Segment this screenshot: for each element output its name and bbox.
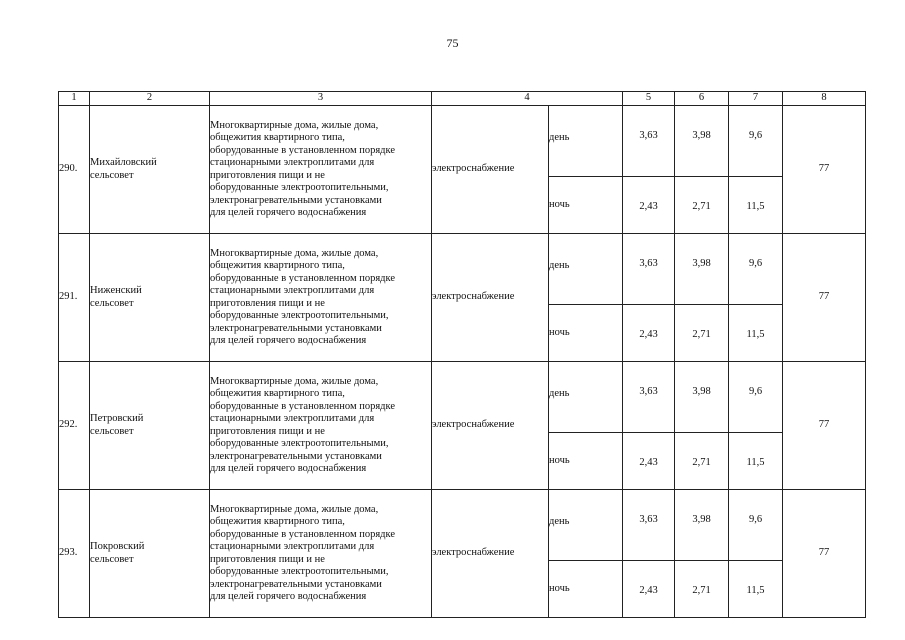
day-value-col6: 3,98 — [675, 490, 729, 561]
description-line: общежития квартирного типа, — [210, 516, 345, 527]
description-line: электронагревательными установками — [210, 450, 382, 462]
settlement-name-line-2: сельсовет — [90, 297, 134, 309]
night-value-col5: 2,43 — [623, 177, 675, 234]
description-line: оборудованные электроотопительными, — [210, 182, 389, 193]
description-line: для целей горячего водоснабжения — [210, 207, 367, 218]
description-line: общежития квартирного типа, — [210, 260, 345, 271]
description-line: оборудованные в установленном порядке — [210, 400, 396, 412]
day-value-col7: 9,6 — [729, 106, 783, 177]
period-day: день — [549, 490, 623, 561]
period-day: день — [549, 106, 623, 177]
day-value-col6: 3,98 — [675, 362, 729, 433]
tariff-table — [58, 91, 866, 618]
day-value-col5: 3,63 — [623, 490, 675, 561]
description-line: оборудованные электроотопительными, — [210, 438, 389, 449]
settlement-name-line-1: Нижeнский — [90, 285, 142, 296]
page-number: 75 — [446, 36, 459, 50]
day-value-col7: 9,6 — [729, 362, 783, 433]
service-type: электроснабжение — [432, 106, 549, 234]
row-number: 290. — [59, 106, 90, 234]
description-line: Многоквартирные дома, жилые дома, — [210, 503, 379, 515]
description-line: для целей горячего водоснабжения — [210, 463, 367, 474]
row-number: 291. — [59, 234, 90, 362]
description-line: Многоквартирные дома, жилые дома, — [210, 375, 379, 387]
day-value-col5: 3,63 — [623, 234, 675, 305]
period-night: ночь — [549, 177, 623, 234]
header-cell-4: 4 — [432, 92, 623, 106]
header-row — [59, 92, 866, 106]
period-night: ночь — [549, 433, 623, 490]
description-line: Многоквартирные дома, жилые дома, — [210, 119, 379, 131]
description-line: приготовления пищи и не — [210, 169, 325, 181]
header-cell-6: 6 — [675, 92, 729, 106]
value-col8: 77 — [783, 106, 866, 234]
service-type: электроснабжение — [432, 490, 549, 618]
description-line: общежития квартирного типа, — [210, 132, 345, 143]
night-value-col5: 2,43 — [623, 561, 675, 618]
settlement-name-line-2: сельсовет — [90, 553, 134, 565]
night-value-col5: 2,43 — [623, 433, 675, 490]
settlement-name — [90, 362, 210, 490]
description-line: стационарными электроплитами для — [210, 285, 375, 296]
description-line: оборудованные в установленном порядке — [210, 144, 396, 156]
day-value-col6: 3,98 — [675, 234, 729, 305]
description-line: оборудованные электроотопительными, — [210, 566, 389, 577]
night-value-col7: 11,5 — [729, 305, 783, 362]
value-col8: 77 — [783, 490, 866, 618]
value-col8: 77 — [783, 362, 866, 490]
day-value-col7: 9,6 — [729, 490, 783, 561]
row-number: 293. — [59, 490, 90, 618]
settlement-name-line-2: сельсовет — [90, 169, 134, 181]
night-value-col7: 11,5 — [729, 561, 783, 618]
settlement-name — [90, 234, 210, 362]
description-line: для целей горячего водоснабжения — [210, 591, 367, 602]
settlement-name-line-1: Покровский — [90, 541, 145, 552]
description-line: Многоквартирные дома, жилые дома, — [210, 247, 379, 259]
consumer-description — [210, 362, 432, 490]
value-col8: 77 — [783, 234, 866, 362]
header-cell-1: 1 — [59, 92, 90, 106]
description-line: стационарными электроплитами для — [210, 541, 375, 552]
header-cell-2: 2 — [90, 92, 210, 106]
settlement-name-line-2: сельсовет — [90, 425, 134, 437]
day-value-col5: 3,63 — [623, 106, 675, 177]
day-value-col7: 9,6 — [729, 234, 783, 305]
description-line: электронагревательными установками — [210, 194, 382, 206]
description-line: приготовления пищи и не — [210, 297, 325, 309]
description-line: электронагревательными установками — [210, 578, 382, 590]
description-line: общежития квартирного типа, — [210, 388, 345, 399]
table-row — [59, 234, 866, 305]
day-value-col6: 3,98 — [675, 106, 729, 177]
description-line: для целей горячего водоснабжения — [210, 335, 367, 346]
night-value-col7: 11,5 — [729, 433, 783, 490]
header-cell-7: 7 — [729, 92, 783, 106]
description-line: приготовления пищи и не — [210, 553, 325, 565]
period-night: ночь — [549, 561, 623, 618]
table-row — [59, 362, 866, 433]
description-line: приготовления пищи и не — [210, 425, 325, 437]
day-value-col5: 3,63 — [623, 362, 675, 433]
header-cell-5: 5 — [623, 92, 675, 106]
consumer-description — [210, 490, 432, 618]
period-day: день — [549, 234, 623, 305]
header-cell-3: 3 — [210, 92, 432, 106]
consumer-description — [210, 106, 432, 234]
night-value-col6: 2,71 — [675, 433, 729, 490]
period-night: ночь — [549, 305, 623, 362]
period-day: день — [549, 362, 623, 433]
service-type: электроснабжение — [432, 234, 549, 362]
night-value-col6: 2,71 — [675, 305, 729, 362]
description-line: электронагревательными установками — [210, 322, 382, 334]
table-row — [59, 490, 866, 561]
consumer-description — [210, 234, 432, 362]
row-number: 292. — [59, 362, 90, 490]
settlement-name-line-1: Петровский — [90, 413, 144, 424]
settlement-name — [90, 490, 210, 618]
description-line: оборудованные в установленном порядке — [210, 272, 396, 284]
description-line: оборудованные электроотопительными, — [210, 310, 389, 321]
header-cell-8: 8 — [783, 92, 866, 106]
service-type: электроснабжение — [432, 362, 549, 490]
description-line: оборудованные в установленном порядке — [210, 528, 396, 540]
night-value-col5: 2,43 — [623, 305, 675, 362]
table-row — [59, 106, 866, 177]
night-value-col6: 2,71 — [675, 177, 729, 234]
description-line: стационарными электроплитами для — [210, 413, 375, 424]
settlement-name — [90, 106, 210, 234]
settlement-name-line-1: Михайловский — [90, 157, 157, 168]
night-value-col7: 11,5 — [729, 177, 783, 234]
description-line: стационарными электроплитами для — [210, 157, 375, 168]
night-value-col6: 2,71 — [675, 561, 729, 618]
